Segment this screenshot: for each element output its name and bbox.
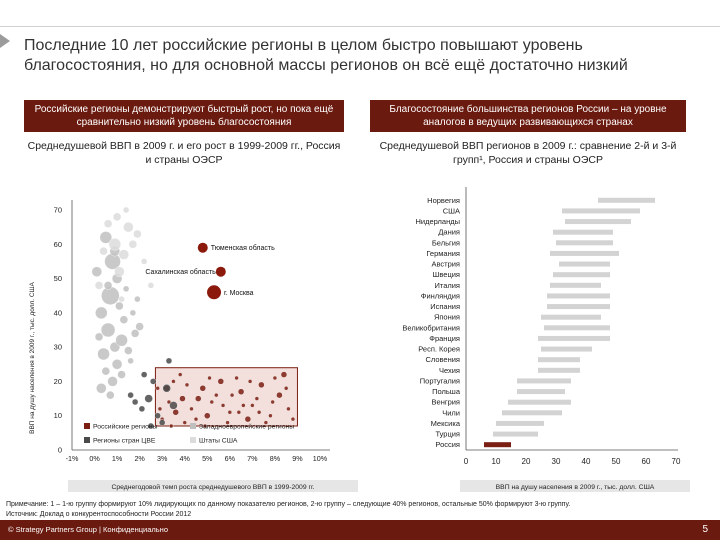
- scatter-annotation-point: [216, 267, 226, 277]
- scatter-x-tick: 0%: [89, 454, 100, 463]
- scatter-point: [123, 222, 133, 232]
- range-category-label: Дания: [438, 227, 460, 237]
- range-x-tick: 40: [581, 457, 591, 466]
- scatter-point: [235, 376, 239, 380]
- range-category-label: Австрия: [431, 259, 460, 269]
- range-category-label: Россия: [435, 440, 460, 450]
- range-bar: [559, 262, 610, 267]
- range-category-label: Польша: [432, 387, 460, 397]
- scatter-annotation-point: [207, 285, 221, 299]
- scatter-point: [258, 382, 264, 388]
- range-category-label: Чехия: [438, 365, 460, 375]
- scatter-point: [189, 407, 193, 411]
- scatter-y-tick: 60: [53, 239, 62, 249]
- range-bar: [550, 251, 619, 256]
- scatter-x-axis-label: Среднегодовой темп роста среднедушевого ВВП в 1999-2009 гг.: [111, 484, 315, 491]
- range-category-label: Италия: [434, 280, 460, 290]
- scatter-point: [141, 372, 147, 378]
- scatter-point: [139, 406, 145, 412]
- range-x-tick: 10: [491, 457, 501, 466]
- range-category-label: Испания: [430, 302, 460, 312]
- scatter-point: [155, 413, 161, 419]
- scatter-point: [158, 407, 162, 411]
- scatter-point: [179, 396, 185, 402]
- scatter-x-tick: 2%: [134, 454, 145, 463]
- scatter-point: [255, 397, 259, 401]
- scatter-y-tick: 40: [53, 308, 62, 318]
- range-x-tick: 70: [671, 457, 681, 466]
- range-bar: [541, 347, 592, 352]
- page-number: 5: [702, 524, 708, 535]
- scatter-point: [238, 389, 244, 395]
- range-category-label: Чили: [442, 408, 460, 418]
- scatter-point: [169, 424, 173, 428]
- scatter-point: [115, 302, 123, 310]
- range-bar: [562, 208, 640, 213]
- range-x-tick: 30: [551, 457, 561, 466]
- scatter-annotation-label: Сахалинская область: [145, 269, 216, 277]
- scatter-point: [104, 281, 112, 289]
- range-bar: [544, 325, 610, 330]
- right-panel-header: Благосостояние большинства регионов России – на уровне аналогов в ведущих развивающихся странах: [370, 100, 686, 132]
- range-x-axis-label: ВВП на душу населения в 2009 г., тыс. долл. США: [495, 484, 655, 491]
- scatter-point: [95, 307, 107, 319]
- scatter-point: [96, 383, 106, 393]
- range-category-label: США: [442, 206, 460, 216]
- scatter-annotation-point: [198, 243, 208, 253]
- range-category-label: Великобритания: [402, 323, 460, 333]
- scatter-point: [133, 230, 141, 238]
- scatter-x-tick: 3%: [156, 454, 168, 463]
- scatter-point: [131, 329, 139, 337]
- scatter-point: [145, 395, 153, 403]
- range-category-label: Норвегия: [427, 195, 460, 205]
- scatter-x-tick: 1%: [111, 454, 123, 463]
- right-chart-subtitle: Среднедушевой ВВП регионов в 2009 г.: сравнение 2-й и 3-й групп¹, Россия и страны ОЭСР: [379, 140, 677, 166]
- scatter-y-tick: 20: [53, 376, 62, 386]
- range-category-label: Бельгия: [431, 238, 460, 248]
- scatter-point: [214, 393, 218, 397]
- scatter-point: [237, 410, 241, 414]
- scatter-point: [128, 392, 134, 398]
- scatter-point: [114, 267, 124, 277]
- scatter-point: [95, 281, 103, 289]
- scatter-y-tick: 50: [53, 274, 62, 284]
- scatter-legend-swatch: [84, 437, 90, 443]
- range-bar: [547, 304, 610, 309]
- scatter-legend-swatch: [84, 423, 90, 429]
- range-bar: [517, 389, 565, 394]
- scatter-x-tick: 8%: [269, 454, 281, 463]
- scatter-point: [130, 310, 136, 316]
- scatter-point: [159, 420, 165, 426]
- scatter-point: [171, 379, 175, 383]
- scatter-y-tick: 10: [53, 411, 62, 421]
- range-category-label: Германия: [426, 248, 460, 258]
- scatter-point: [112, 359, 122, 369]
- scatter-x-tick: 6%: [224, 454, 236, 463]
- scatter-point: [185, 383, 189, 387]
- scatter-point: [241, 403, 245, 407]
- range-bar: [556, 240, 613, 245]
- scatter-point: [228, 410, 232, 414]
- scatter-point: [129, 240, 137, 248]
- scatter-point: [104, 220, 112, 228]
- scatter-point: [141, 258, 147, 264]
- range-bar: [553, 272, 610, 277]
- scatter-legend-swatch: [190, 437, 196, 443]
- scatter-point: [101, 287, 119, 305]
- range-category-label: Франция: [429, 333, 460, 343]
- scatter-point: [163, 384, 171, 392]
- range-category-label: Турция: [435, 429, 460, 439]
- scatter-annotation-label: Тюменская область: [210, 245, 275, 253]
- range-category-label: Швеция: [432, 270, 460, 280]
- scatter-point: [128, 358, 134, 364]
- scatter-y-tick: 0: [57, 445, 62, 455]
- scatter-point: [132, 399, 138, 405]
- scatter-point: [120, 316, 128, 324]
- range-bar: [496, 421, 544, 426]
- scatter-point: [271, 400, 275, 404]
- scatter-point: [250, 403, 254, 407]
- scatter-point: [108, 376, 118, 386]
- left-chart-subtitle: Среднедушевой ВВП в 2009 г. и его рост в 1999-2009 гг., Россия и страны ОЭСР: [27, 140, 341, 166]
- scatter-point: [200, 385, 206, 391]
- scatter-legend-label: Регионы стран ЦВЕ: [93, 437, 156, 445]
- scatter-point: [92, 267, 102, 277]
- scatter-y-axis-label: ВВП на душу населения в 2009 г., тыс. долл. США: [29, 282, 36, 434]
- scatter-point: [134, 296, 140, 302]
- range-category-label: Мексика: [430, 418, 460, 428]
- scatter-chart: [20, 180, 370, 500]
- left-panel-header: Российские регионы демонстрируют быстрый рост, но пока ещё сравнительно низкий уровень благосостояния: [24, 100, 344, 132]
- range-bar: [547, 293, 610, 298]
- scatter-point: [173, 409, 179, 415]
- scatter-point: [221, 403, 225, 407]
- range-category-label: Нидерланды: [415, 217, 460, 227]
- scatter-point: [156, 386, 160, 390]
- scatter-x-tick: 10%: [312, 454, 328, 463]
- slide-title: Последние 10 лет российские регионы в целом быстро повышают уровень благосостояния, но для основной массы регионов он всё ещё достаточно низкий: [24, 37, 628, 74]
- scatter-x-tick: 4%: [179, 454, 190, 463]
- range-category-label: Япония: [433, 312, 460, 322]
- range-bar: [538, 357, 580, 362]
- range-bar: [553, 230, 613, 235]
- scatter-point: [210, 400, 214, 404]
- scatter-point: [276, 392, 282, 398]
- scatter-x-tick: 9%: [292, 454, 303, 463]
- range-bar: [538, 368, 580, 373]
- scatter-x-tick: 5%: [202, 454, 213, 463]
- source-note: Источник: Доклад о конкурентоспособности России 2012: [6, 511, 192, 518]
- scatter-point: [116, 334, 128, 346]
- scatter-point: [245, 416, 251, 422]
- range-bar: [550, 283, 601, 288]
- range-bar: [517, 378, 571, 383]
- scatter-point: [178, 373, 182, 377]
- title-marker: [0, 34, 10, 48]
- scatter-point: [123, 207, 129, 213]
- range-category-label: Респ. Корея: [418, 344, 460, 354]
- scatter-point: [257, 410, 261, 414]
- scatter-point: [106, 391, 114, 399]
- scatter-point: [98, 348, 110, 360]
- scatter-point: [183, 421, 187, 425]
- footnote: Примечание: 1 – 1-ю группу формируют 10% лидирующих по данному показателю регионов, 2-ю группу – следующие 40% регионов, остальные 50% формируют 3-ю группу.: [6, 501, 571, 508]
- scatter-point: [194, 417, 198, 421]
- scatter-point: [248, 379, 252, 383]
- range-bar: [598, 198, 655, 203]
- scatter-legend-label: Западноевропейские регионы: [199, 423, 295, 431]
- range-x-tick: 20: [521, 457, 531, 466]
- range-bar: [565, 219, 631, 224]
- range-bar: [541, 315, 601, 320]
- scatter-point: [95, 333, 103, 341]
- scatter-point: [102, 367, 110, 375]
- scatter-y-tick: 70: [53, 205, 62, 215]
- scatter-point: [281, 372, 287, 378]
- scatter-point: [195, 396, 201, 402]
- range-bar-chart: [380, 180, 710, 500]
- scatter-point: [218, 378, 224, 384]
- scatter-y-tick: 30: [53, 342, 62, 352]
- range-bar: [484, 442, 511, 447]
- range-bar: [493, 432, 538, 437]
- footer-bar: [0, 520, 720, 540]
- top-rule: [0, 26, 720, 27]
- range-x-tick: 0: [463, 457, 469, 466]
- scatter-point: [119, 250, 129, 260]
- scatter-point: [273, 376, 277, 380]
- scatter-point: [118, 371, 126, 379]
- scatter-point: [166, 358, 172, 364]
- range-category-label: Финляндия: [420, 291, 460, 301]
- scatter-annotation-label: г. Москва: [224, 289, 254, 297]
- range-bar: [508, 400, 571, 405]
- scatter-point: [230, 393, 234, 397]
- scatter-point: [123, 286, 129, 292]
- range-bar: [502, 410, 562, 415]
- range-x-tick: 50: [611, 457, 621, 466]
- scatter-point: [169, 401, 177, 409]
- scatter-legend-label: Российские регионы: [93, 423, 158, 431]
- scatter-point: [136, 323, 144, 331]
- scatter-point: [286, 407, 290, 411]
- scatter-legend-swatch: [190, 423, 196, 429]
- scatter-point: [124, 347, 132, 355]
- range-category-label: Словения: [425, 355, 460, 365]
- scatter-point: [148, 282, 154, 288]
- range-category-label: Португалия: [419, 376, 460, 386]
- scatter-point: [113, 213, 121, 221]
- footer-text: © Strategy Partners Group | Конфиденциально: [8, 525, 168, 534]
- range-category-label: Венгрия: [431, 397, 460, 407]
- scatter-x-tick: 7%: [247, 454, 258, 463]
- scatter-point: [109, 238, 121, 250]
- scatter-point: [291, 417, 295, 421]
- scatter-point: [150, 378, 156, 384]
- scatter-x-tick: -1%: [65, 454, 79, 463]
- scatter-point: [208, 376, 212, 380]
- range-bar: [538, 336, 610, 341]
- scatter-point: [119, 296, 125, 302]
- range-x-tick: 60: [641, 457, 651, 466]
- scatter-point: [268, 414, 272, 418]
- scatter-point: [101, 323, 115, 337]
- scatter-point: [100, 247, 108, 255]
- scatter-point: [204, 413, 210, 419]
- scatter-point: [284, 386, 288, 390]
- scatter-legend-label: Штаты США: [199, 437, 238, 445]
